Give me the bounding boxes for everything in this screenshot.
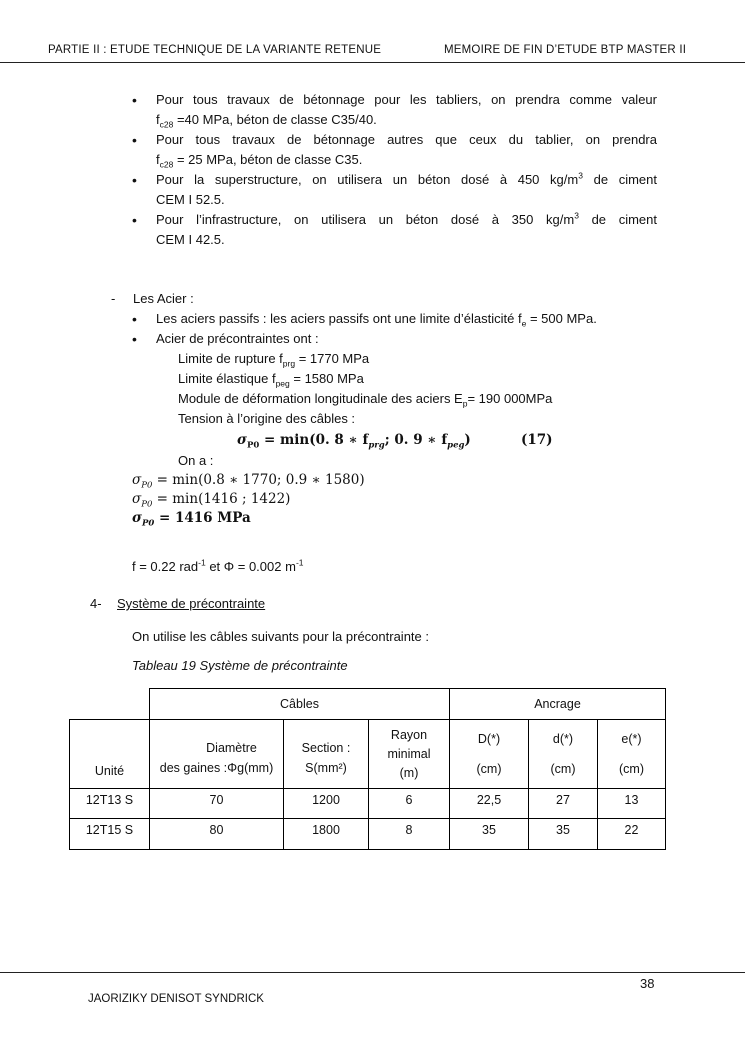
prestress-system-table — [69, 688, 666, 850]
table-header-row — [70, 720, 666, 789]
list-item: • Pour la superstructure, on utilisera un béton dosé à 450 $kg/m^3$ de ciment CEM I 52.5. — [132, 170, 657, 207]
table-row: 12T13 S 70 1200 6 22,5 27 13 — [70, 789, 666, 819]
young-modulus: Module de déformation longitudinale des aciers $E_p= 190$ 000MPa — [178, 391, 553, 409]
list-item: • Pour tous travaux de bétonnage pour les tabliers, on prendra comme valeur $f_{c28} =40$ MPa, béton de classe C35/40. — [132, 92, 657, 130]
header-chapter: PARTIE II : ETUDE TECHNIQUE DE LA VARIANTE RETENUE — [48, 44, 382, 56]
bullet-icon: • — [132, 311, 137, 327]
table-group-header-row — [70, 689, 666, 720]
group-ancrage-header: Ancrage — [450, 689, 666, 720]
table-caption: Tableau 19 Système de précontrainte — [132, 658, 348, 673]
concrete-bullet-list — [130, 90, 657, 250]
header-d: d(*) (cm) — [529, 720, 598, 789]
bullet-icon: • — [132, 212, 137, 228]
header-memoire: MEMOIRE DE FIN D’ETUDE BTP MASTER II — [444, 44, 687, 56]
steel-bullet-list — [130, 309, 657, 349]
table-row: 12T15 S 80 1800 8 35 35 22 — [70, 819, 666, 850]
acier-heading: - Les Acier : — [111, 291, 194, 306]
calc-result: $\sigma_{P0} = 1416$ MPa — [132, 510, 251, 529]
equation-number: (17) — [521, 432, 553, 448]
list-item: • Pour tous travaux de bétonnage autres que ceux du tablier, on prendra $f_{c28} = 25$ MPa, béton de classe C35. — [132, 132, 657, 170]
friction-coefficients: f = 0.22 rad$^{-1}$ et Φ = 0.002 $m^{-1}$ — [132, 557, 304, 574]
header-unite: Unité — [70, 720, 150, 789]
bullet-icon: • — [132, 172, 137, 188]
list-item: • Les aciers passifs : les aciers passifs ont une limite d’élasticité $f_e = 500$ MPa. — [132, 311, 597, 329]
rupture-limit: Limite de rupture $f_{prg} = 1770$ MPa — [178, 351, 370, 369]
group-cables-header: Câbles — [150, 689, 450, 720]
section-4-intro: On utilise les câbles suivants pour la précontrainte : — [132, 629, 429, 644]
calc-line-1: $\sigma_{P0} = \min(0.8$ ∗ 1770; 0.9 ∗ 1580) — [132, 472, 365, 491]
list-item: • Pour l’infrastructure, on utilisera un béton dosé à 350 $kg/m^3$ de ciment CEM I 42.5. — [132, 210, 657, 247]
header-diametre: Diamètre des gaines :Φg(mm) — [150, 720, 284, 789]
tension-label: Tension à l’origine des câbles : — [178, 411, 356, 426]
section-4-heading: 4- Système de précontrainte — [90, 596, 266, 611]
footer-author: JAORIZIKY DENISOT SYNDRICK — [88, 993, 264, 1005]
bullet-icon: • — [132, 92, 137, 108]
header-e: e(*) (cm) — [598, 720, 666, 789]
calc-line-2: $\sigma_{P0} = \min(1416$ ; 1422) — [132, 491, 291, 510]
bullet-icon: • — [132, 132, 137, 148]
bullet-icon: • — [132, 331, 137, 347]
header-D: D(*) (cm) — [450, 720, 529, 789]
elastic-limit: Limite élastique $f_{peg} = 1580$ MPa — [178, 371, 364, 389]
header-rule — [0, 62, 745, 63]
on-a-label: On a : — [178, 453, 214, 468]
list-item: • Acier de précontraintes ont : — [132, 331, 319, 347]
footer-rule — [0, 972, 745, 973]
page-number: 38 — [640, 976, 655, 991]
header-section: Section : S(mm²) — [284, 720, 369, 789]
formula-sigma-p0: $\sigma_{P0} = \min(0$. 8 ∗ $f_{prg}$; 0. 9 ∗ $f_{peg}$) — [237, 432, 471, 451]
header-rayon: Rayon minimal (m) — [369, 720, 450, 789]
